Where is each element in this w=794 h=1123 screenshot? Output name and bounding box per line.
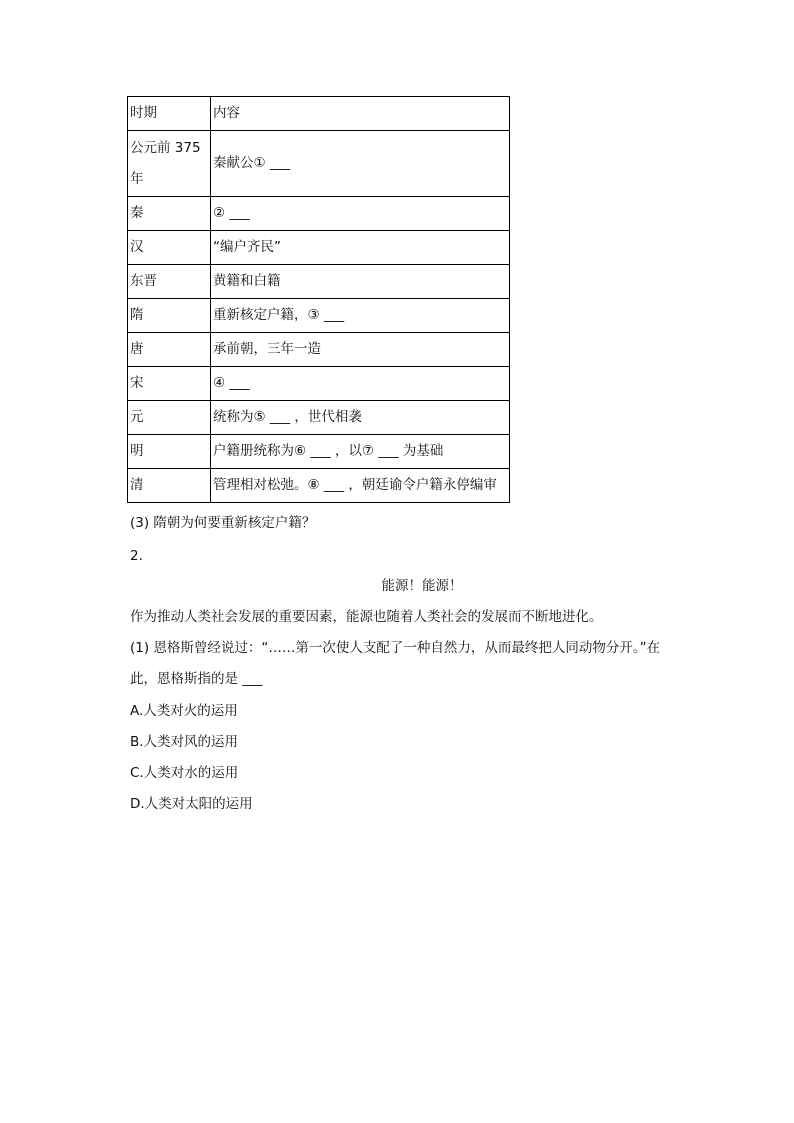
table-row xyxy=(128,197,510,231)
option-a: A.人类对火的运用 xyxy=(130,703,238,719)
row-content: 统称为⑤ ___ ，世代相袭 xyxy=(211,401,510,435)
row-period: 汉 xyxy=(128,231,211,265)
question-1-line-1: (1) 恩格斯曾经说过：“……第一次使人支配了一种自然力，从而最终把人同动物分开。”在 xyxy=(130,640,661,656)
row-content: 承前朝，三年一造 xyxy=(211,333,510,367)
intro-paragraph: 作为推动人类社会发展的重要因素，能源也随着人类社会的发展而不断地进化。 xyxy=(130,609,603,625)
row-period: 公元前 375 年 xyxy=(128,131,211,197)
row-period: 明 xyxy=(128,435,211,469)
option-c: C.人类对水的运用 xyxy=(130,765,239,781)
section-title: 能源！能源！ xyxy=(381,578,463,594)
header-content: 内容 xyxy=(211,97,510,131)
table-row xyxy=(128,435,510,469)
table-row xyxy=(128,469,510,503)
option-d: D.人类对太阳的运用 xyxy=(130,796,253,812)
row-period: 清 xyxy=(128,469,211,503)
row-period: 宋 xyxy=(128,367,211,401)
row-content: 户籍册统称为⑥ ___ ，以⑦ ___ 为基础 xyxy=(211,435,510,469)
item-number: 2. xyxy=(130,548,143,564)
table-row xyxy=(128,333,510,367)
option-b: B.人类对风的运用 xyxy=(130,734,239,750)
table-row xyxy=(128,131,510,197)
row-content: “编户齐民” xyxy=(211,231,510,265)
table-row xyxy=(128,231,510,265)
row-content: ② ___ xyxy=(211,197,510,231)
history-table xyxy=(127,96,510,503)
table-row xyxy=(128,367,510,401)
header-period: 时期 xyxy=(128,97,211,131)
row-content: ④ ___ xyxy=(211,367,510,401)
table-row xyxy=(128,265,510,299)
row-content: 秦献公① ___ xyxy=(211,131,510,197)
question-3: (3) 隋朝为何要重新核定户籍？ xyxy=(130,515,316,531)
table-header-row xyxy=(128,97,510,131)
row-period: 唐 xyxy=(128,333,211,367)
row-content: 重新核定户籍，③ ___ xyxy=(211,299,510,333)
row-content: 黄籍和白籍 xyxy=(211,265,510,299)
row-period: 隋 xyxy=(128,299,211,333)
question-1-line-2: 此，恩格斯指的是 ___ xyxy=(130,671,263,687)
table-row xyxy=(128,299,510,333)
table-row xyxy=(128,401,510,435)
row-content: 管理相对松弛。⑧ ___ ，朝廷谕令户籍永停编审 xyxy=(211,469,510,503)
row-period: 东晋 xyxy=(128,265,211,299)
row-period: 元 xyxy=(128,401,211,435)
row-period: 秦 xyxy=(128,197,211,231)
